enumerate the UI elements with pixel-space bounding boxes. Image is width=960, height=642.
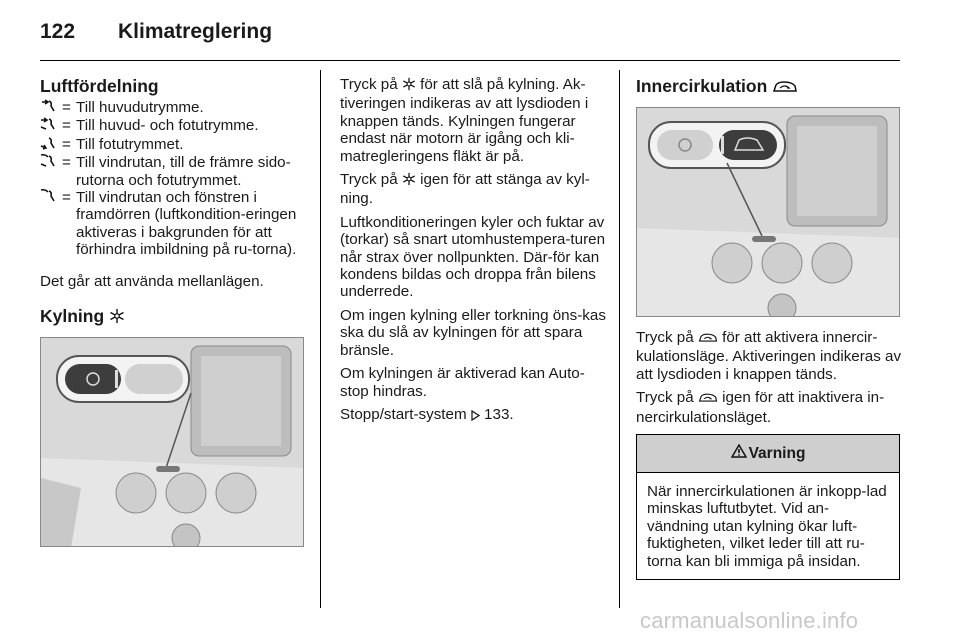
recirculation-icon [698, 391, 718, 408]
airflow-definitions [40, 99, 306, 259]
snowflake-icon [402, 77, 416, 95]
recirculation-button-photo [636, 107, 900, 317]
chapter-title: Klimatreglering [118, 20, 273, 43]
list-item: = Till vindrutan, till de främre sido-rutorna och fotutrymmet. [40, 154, 306, 189]
page-reference-icon [471, 408, 480, 425]
cooling-button-photo [40, 337, 304, 547]
watermark: carmanualsonline.info [640, 608, 859, 633]
airflow-feet-icon [40, 136, 62, 154]
paragraph: Stopp/start-system 133. [340, 406, 606, 425]
warning-box [636, 434, 900, 580]
paragraph: Om ingen kylning eller torkning öns-kas ska du slå av kylningen för att spara bränsle. [340, 306, 606, 359]
warning-triangle-icon [731, 444, 747, 463]
airflow-head-icon [40, 99, 62, 117]
airflow-windscreen-icon [40, 189, 62, 259]
airflow-head-feet-icon [40, 117, 62, 135]
snowflake-icon [109, 308, 125, 329]
column-separator [320, 70, 321, 608]
cooling-heading: Kylning [40, 306, 306, 329]
list-item: = Till vindrutan och fönstren i framdörren (luftkondition-eringen aktiveras i bakgrunden för att förhindra imbildning på ru-torna). [40, 189, 306, 259]
page-link[interactable]: 133. [479, 405, 514, 423]
snowflake-icon [402, 172, 416, 190]
paragraph: Luftkonditioneringen kyler och fuktar av (torkar) så snart utomhustempera-turen når strax över nollpunkten. Där-för kan kondens bildas och droppa från bilens underrede. [340, 213, 606, 301]
mixed-positions-text: Det går att använda mellanlägen. [40, 272, 264, 290]
paragraph: Om kylningen är aktiverad kan Auto-stop hindras. [340, 365, 585, 400]
warning-title: Varning [748, 444, 806, 462]
list-item: = Till huvudutrymme. [40, 99, 306, 117]
warning-header [637, 435, 899, 473]
warning-text: När innercirkulationen är inkopp-lad minskas luftutbytet. Vid an-vändning utan kylning ökar luft-fuktigheten, vilket leder till att ru-torna kan bli immiga på insidan. [647, 483, 887, 570]
paragraph: Tryck på igen för att stänga av kyl-ning. [340, 171, 590, 208]
page-header [40, 14, 900, 58]
column-middle [340, 66, 606, 431]
paragraph: Tryck på igen för att inaktivera in-nercirkulationsläget. [636, 389, 885, 426]
column-right [636, 66, 902, 580]
recirculation-heading: Innercirkulation [636, 76, 902, 99]
list-item: = Till fotutrymmet. [40, 136, 306, 154]
column-separator [619, 70, 620, 608]
list-item: = Till huvud- och fotutrymme. [40, 117, 306, 135]
paragraph: Tryck på för att slå på kylning. Ak-tiveringen indikeras av att lysdioden i knappen tänds. Kylningen fungerar endast när motorn är igång och kli-matregleringens fläkt är på. [340, 76, 589, 165]
paragraph: Tryck på för att aktivera innercir-kulationsläge. Aktiveringen indikeras av att lysdioden i knappen tänds. [636, 329, 902, 383]
recirculation-icon [772, 78, 798, 99]
page-number: 122 [40, 20, 76, 43]
airflow-heading: Luftfördelning [40, 76, 159, 96]
header-rule [40, 60, 900, 61]
column-left [40, 66, 306, 555]
recirculation-icon [698, 331, 718, 348]
airflow-windscreen-feet-icon [40, 154, 62, 189]
